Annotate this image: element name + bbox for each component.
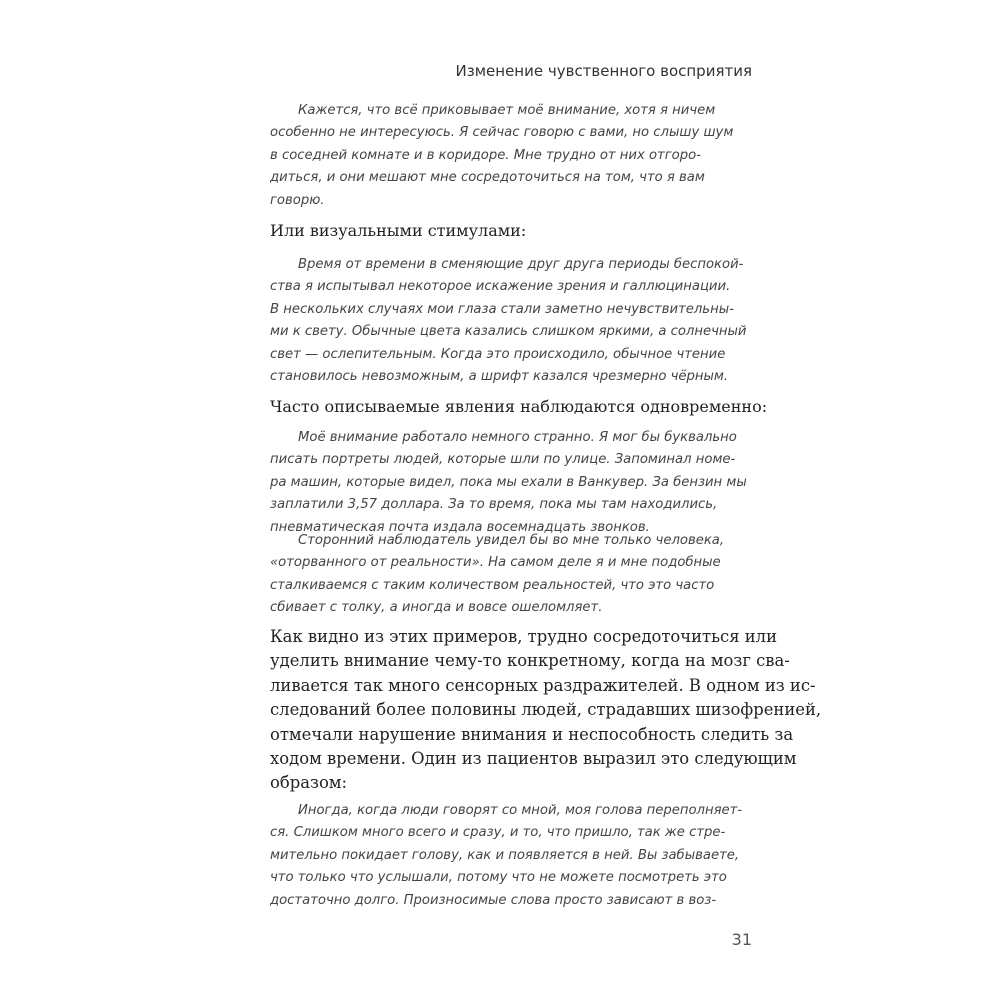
- body-line: ходом времени. Один из пациентов выразил это следующим: [270, 749, 797, 769]
- quote-line: писать портреты людей, которые шли по улице. Запоминал номе-: [270, 452, 736, 468]
- quote-line: «оторванного от реальности». На самом деле я и мне подобные: [270, 555, 721, 571]
- quote-line: заплатили 3,57 доллара. За то время, пока мы там находились,: [270, 497, 718, 513]
- body-line: уделить внимание чему-то конкретному, когда на мозг сва-: [270, 651, 790, 671]
- quote-line: Время от времени в сменяющие друг друга периоды беспокой-: [298, 257, 744, 272]
- body-line: образом:: [270, 773, 348, 793]
- quote-line: ми к свету. Обычные цвета казались слишком яркими, а солнечный: [270, 324, 747, 340]
- quote-line: особенно не интересуюсь. Я сейчас говорю с вами, но слышу шум: [270, 125, 734, 141]
- quote-line: сбивает с толку, а иногда и вовсе ошеломляет.: [270, 600, 603, 616]
- quote-line: В нескольких случаях мои глаза стали заметно нечувствительны-: [270, 301, 734, 317]
- quote-line: ства я испытывал некоторое искажение зрения и галлюцинации.: [270, 279, 731, 295]
- body-line: ливается так много сенсорных раздражителей. В одном из ис-: [270, 675, 816, 695]
- quote-block-3: [270, 427, 754, 539]
- body-line: отмечали нарушение внимания и неспособность следить за: [270, 724, 794, 744]
- body-line: следований более половины людей, страдавших шизофренией,: [270, 700, 822, 720]
- subheading-visual-stimuli: Или визуальными стимулами:: [270, 221, 527, 240]
- quote-line: Моё внимание работало немного странно. Я мог бы буквально: [298, 430, 737, 445]
- quote-block-2: [270, 254, 754, 388]
- quote-line: Иногда, когда люди говорят со мной, моя голова переполняет-: [298, 803, 743, 818]
- page-number: 31: [731, 930, 752, 949]
- body-paragraph: [270, 625, 822, 796]
- quote-line: говорю.: [270, 192, 325, 208]
- quote-line: становилось невозможным, а шрифт казался чрезмерно чёрным.: [270, 368, 729, 384]
- quote-block-4: [270, 530, 754, 620]
- quote-line: достаточно долго. Произносимые слова просто зависают в воз-: [270, 892, 717, 908]
- quote-line: ра машин, которые видел, пока мы ехали в Ванкувер. За бензин мы: [270, 474, 747, 490]
- quote-line: мительно покидает голову, как и появляется в ней. Вы забываете,: [270, 847, 740, 863]
- running-header: Изменение чувственного восприятия: [455, 62, 752, 80]
- body-line: Как видно из этих примеров, трудно сосредоточиться или: [270, 627, 778, 646]
- quote-line: ся. Слишком много всего и сразу, и то, что пришло, так же стре-: [270, 825, 726, 841]
- subheading-simultaneous: Часто описываемые явления наблюдаются одновременно:: [270, 397, 768, 416]
- quote-block-5: [270, 800, 754, 912]
- quote-line: свет — ослепительным. Когда это происходило, обычное чтение: [270, 346, 726, 362]
- quote-line: в соседней комнате и в коридоре. Мне трудно от них отгоро-: [270, 147, 701, 163]
- quote-line: пневматическая почта издала восемнадцать звонков.: [270, 519, 650, 535]
- quote-block-1: [270, 100, 754, 212]
- quote-line: Кажется, что всё приковывает моё внимание, хотя я ничем: [298, 103, 716, 118]
- quote-line: диться, и они мешают мне сосредоточиться на том, что я вам: [270, 170, 705, 186]
- quote-line: сталкиваемся с таким количеством реальностей, что это часто: [270, 577, 715, 593]
- quote-line: что только что услышали, потому что не можете посмотреть это: [270, 870, 727, 886]
- quote-line: Сторонний наблюдатель увидел бы во мне только человека,: [298, 533, 725, 548]
